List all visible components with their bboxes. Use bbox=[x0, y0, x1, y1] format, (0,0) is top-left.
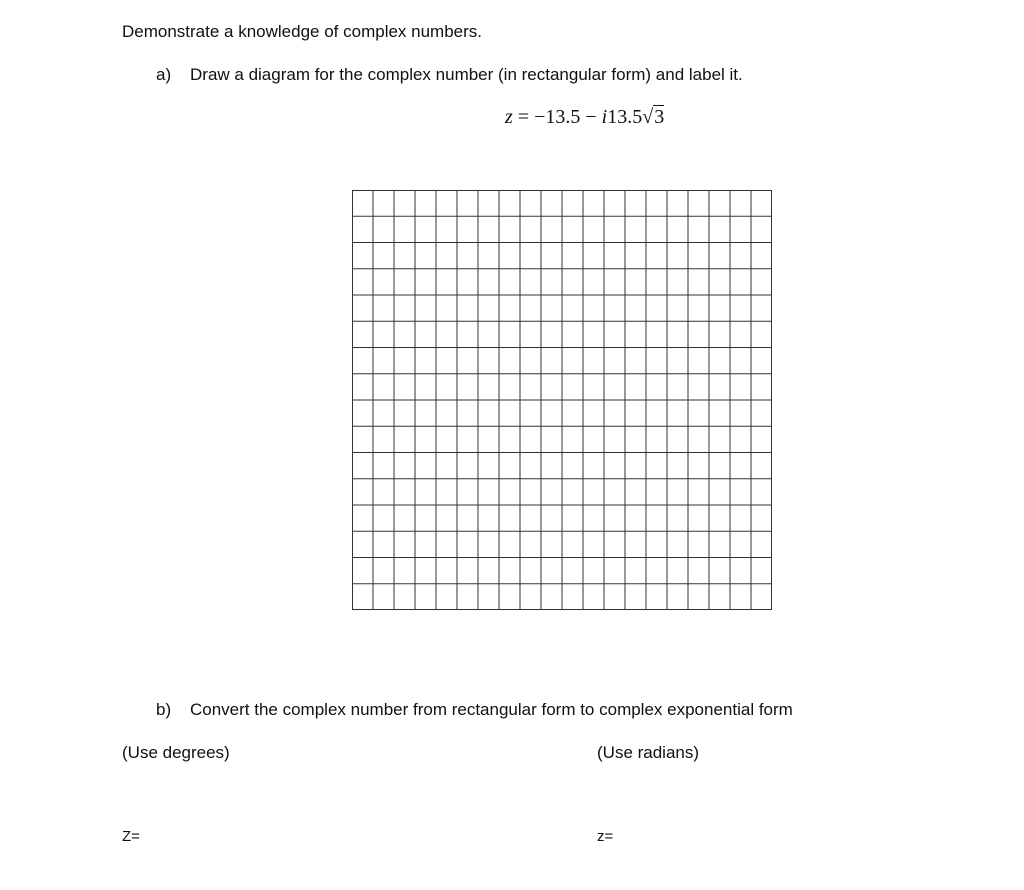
radians-answer-label: z= bbox=[597, 828, 614, 845]
part-b-label: b) bbox=[156, 700, 172, 719]
equation bbox=[505, 106, 664, 129]
eq-real: = −13.5 − bbox=[512, 106, 602, 128]
intro-text: Demonstrate a knowledge of complex numbers. bbox=[122, 22, 483, 41]
part-b-text: Convert the complex number from rectangular form to complex exponential form bbox=[190, 700, 793, 719]
eq-radicand: 3 bbox=[654, 106, 665, 128]
part-a-label: a) bbox=[156, 65, 172, 84]
eq-lhs: z bbox=[505, 106, 513, 128]
part-a-text: Draw a diagram for the complex number (in rectangular form) and label it. bbox=[190, 65, 743, 84]
radians-note: (Use radians) bbox=[597, 743, 700, 762]
eq-i: i bbox=[601, 106, 608, 128]
degrees-note: (Use degrees) bbox=[122, 743, 230, 762]
degrees-answer-label: Z= bbox=[122, 828, 140, 845]
graph-grid bbox=[352, 190, 772, 610]
eq-coef: 13.5√ bbox=[607, 106, 654, 128]
